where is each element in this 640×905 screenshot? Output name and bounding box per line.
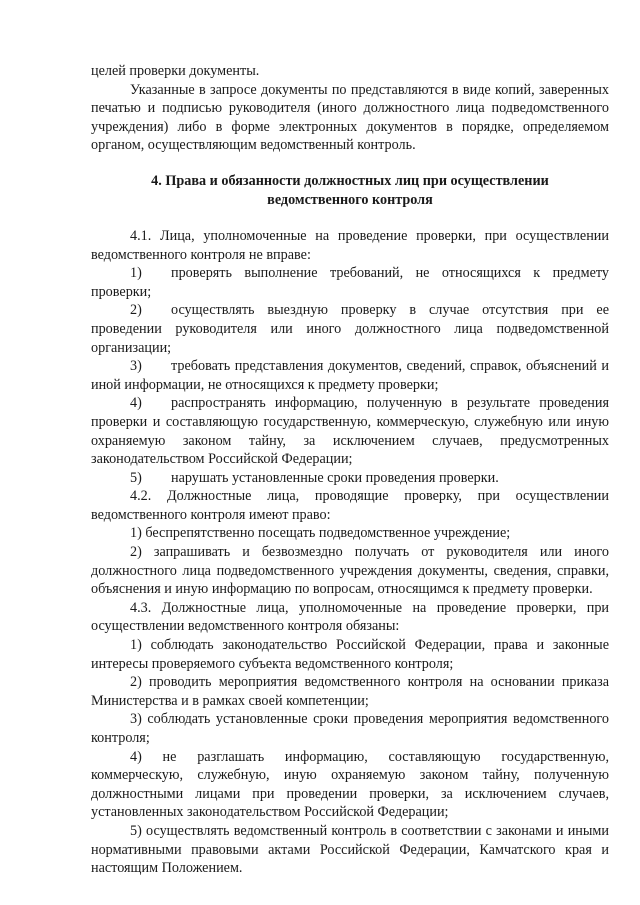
list-item: 4) не разглашать информацию, составляющую государственную, коммерческую, служебную, иную охраняемую законом тайну, полученную должностными лицами при проведении проверки, за исключением случаев, установленных законодательством Российской Федерации;: [91, 748, 609, 821]
list-number: 3): [130, 358, 142, 375]
list-item: 2) запрашивать и безвозмездно получать от руководителя или иного должностного лица подведомственного учреждения документы, сведения, справки, объяснения и иную информацию по вопросам, относящимся к предмету проверки.: [91, 544, 609, 598]
section-title-line-2: ведомственного контроля: [267, 191, 433, 208]
clause-4-1: 4.1. Лица, уполномоченные на проведение проверки, при осуществлении ведомственного контроля не вправе:: [91, 227, 609, 263]
section-title-line-1: 4. Права и обязанности должностных лиц при осуществлении: [151, 172, 549, 189]
list-item: [91, 264, 609, 301]
list-text: проверять выполнение требований, не относящихся к предмету проверки;: [91, 265, 609, 300]
section-title: [91, 172, 609, 210]
list-item: 2) проводить мероприятия ведомственного контроля на основании приказа Министерства и в рамках своей компетенции;: [91, 674, 609, 709]
list-number: 1): [130, 265, 142, 282]
clause-4-3: 4.3. Должностные лица, уполномоченные на проведение проверки, при осуществлении ведомственного контроля обязаны:: [91, 599, 609, 635]
intro-line: целей проверки документы.: [91, 63, 260, 79]
list-item: [91, 394, 609, 468]
list-item: 3) соблюдать установленные сроки проведения мероприятия ведомственного контроля;: [91, 711, 609, 746]
list-text: распространять информацию, полученную в результате проведения проверки и составляющую государственную, коммерческую, служебную или иную охраняемую законом тайну, за исключением случаев, предусмотренных законодательством Российской Федерации;: [91, 395, 609, 468]
document-body: [91, 62, 609, 878]
list-item: [91, 469, 609, 488]
list-number: 5): [130, 469, 142, 486]
intro-paragraph: Указанные в запросе документы по представляются в виде копий, заверенных печатью и подписью руководителя (иного должностного лица подведомственного учреждения) либо в форме электронных документов в порядке, определяемом органом, осуществляющим ведомственный контроль.: [91, 81, 609, 154]
list-number: 4): [130, 395, 142, 412]
list-text: нарушать установленные сроки проведения проверки.: [171, 469, 499, 486]
list-item: [91, 357, 609, 394]
list-item: [91, 301, 609, 357]
list-item: 1) соблюдать законодательство Российской Федерации, права и законные интересы проверяемого субъекта ведомственного контроля;: [91, 637, 609, 672]
list-item: 5) осуществлять ведомственный контроль в соответствии с законами и иными нормативными правовыми актами Российской Федерации, Камчатского края и настоящим Положением.: [91, 822, 609, 877]
list-number: 2): [130, 302, 142, 319]
clause-4-2: 4.2. Должностные лица, проводящие проверку, при осуществлении ведомственного контроля имеют право:: [91, 488, 609, 523]
list-text: осуществлять выездную проверку в случае отсутствия при ее проведении руководителя или иного должностного лица подведомственной организации;: [91, 302, 609, 356]
list-text: требовать представления документов, сведений, справок, объяснений и иной информации, не относящихся к предмету проверки;: [91, 358, 609, 393]
list-item: 1) беспрепятственно посещать подведомственное учреждение;: [130, 525, 511, 542]
